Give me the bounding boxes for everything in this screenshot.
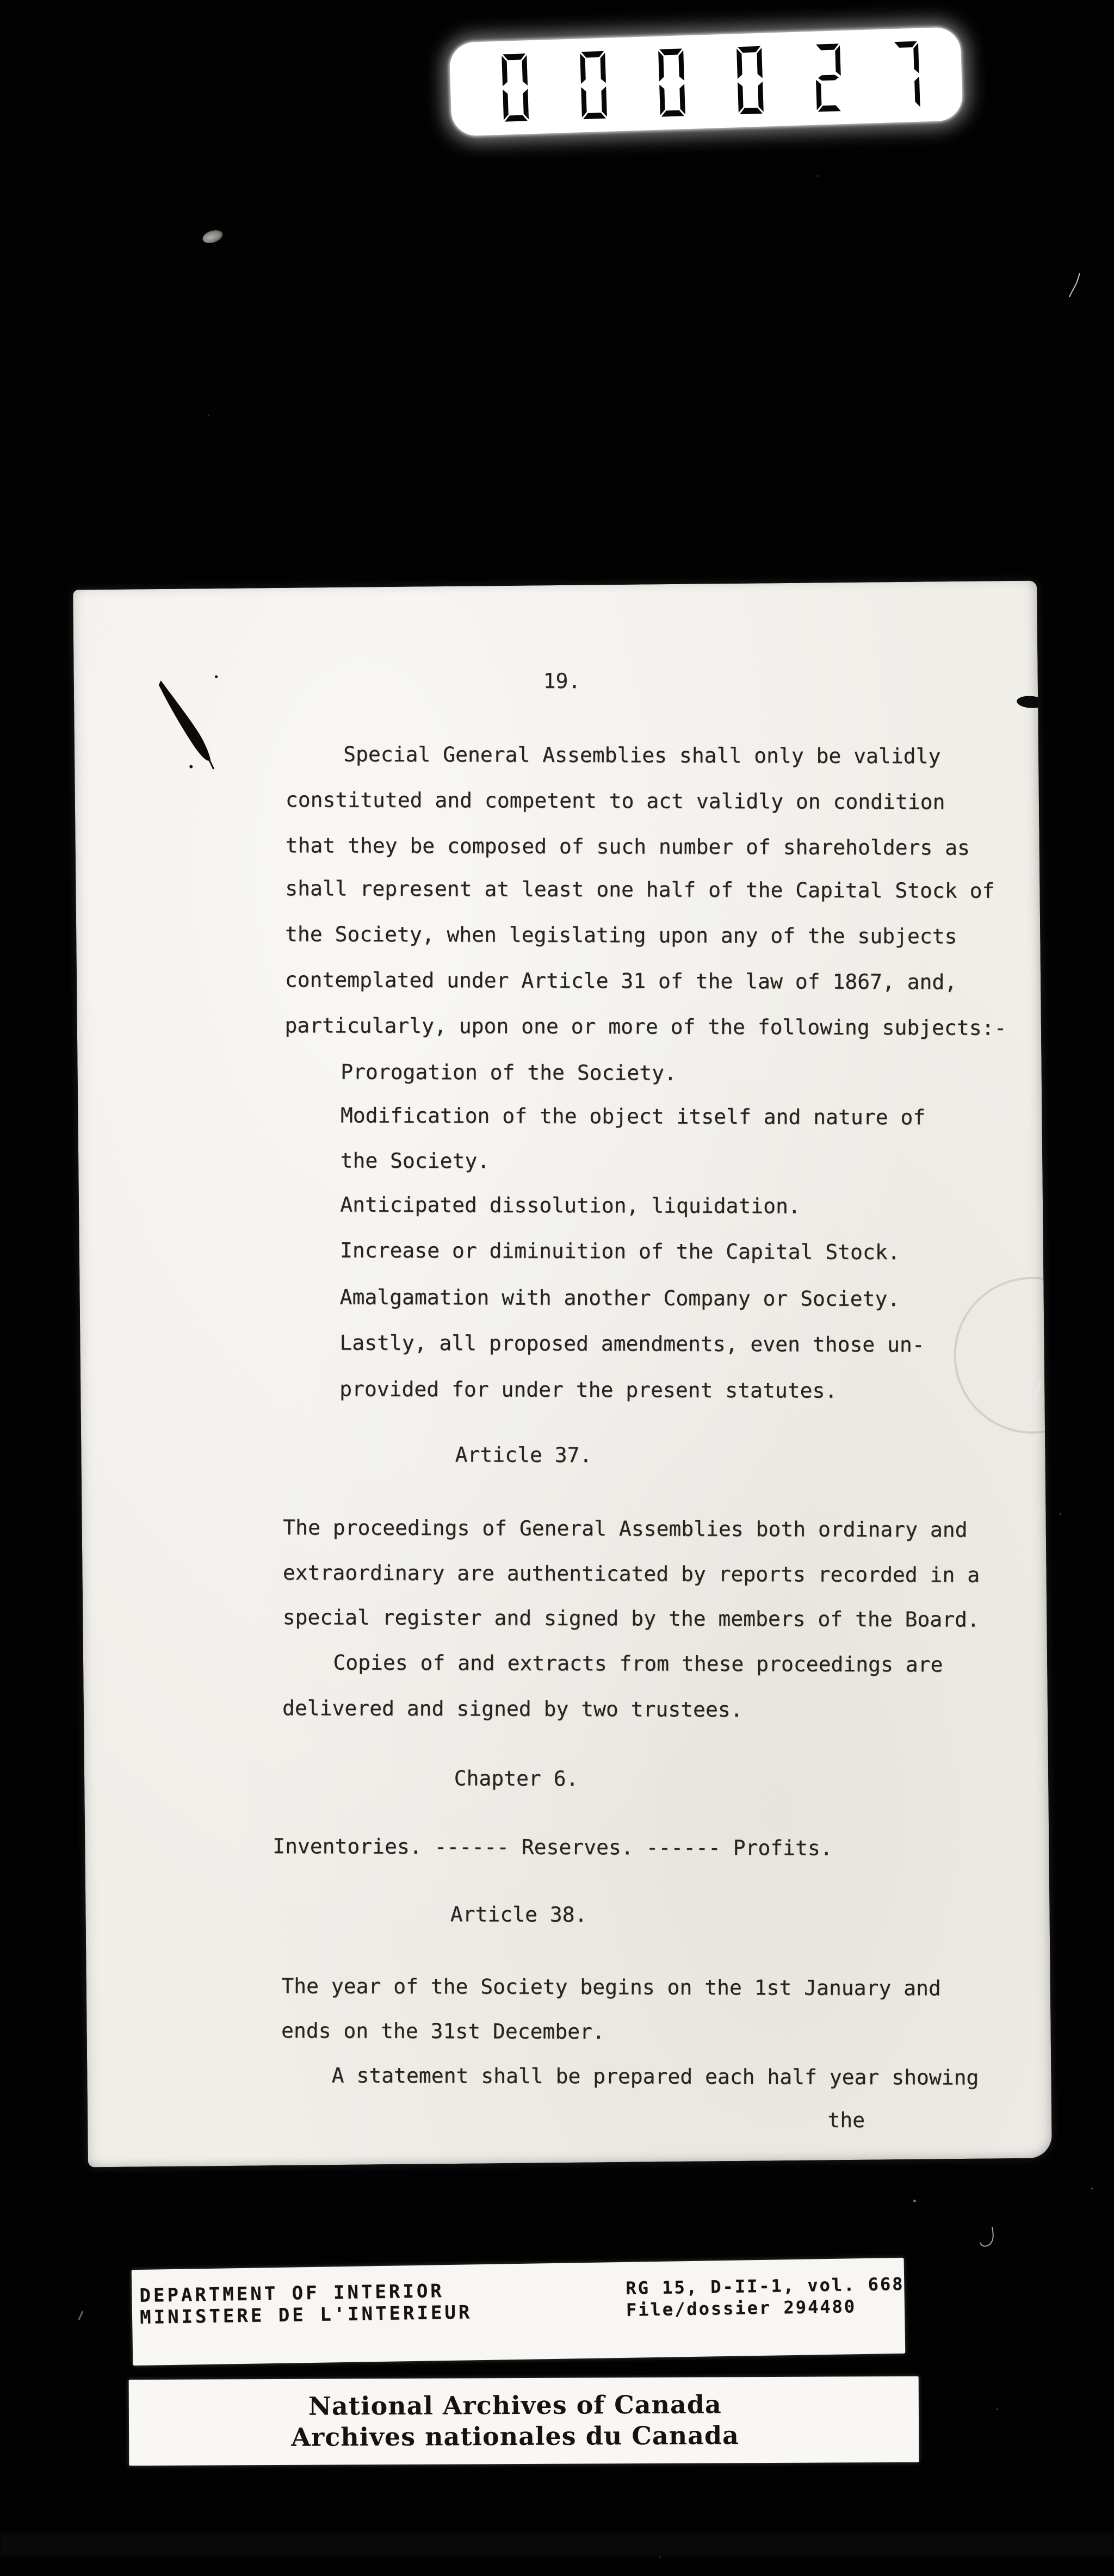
document-line: Modification of the object itself and nature of [340, 1103, 926, 1130]
document-line: Special General Assemblies shall only be validly [343, 742, 941, 769]
article-heading: Article 38. [450, 1902, 587, 1927]
film-tick-mark [78, 2311, 83, 2320]
document-line: the Society. [340, 1148, 490, 1173]
catchword: the [827, 2108, 865, 2132]
page-number: 19. [543, 668, 581, 693]
document-line: special register and signed by the members of the Board. [282, 1605, 980, 1632]
chapter-subtitle: Inventories. ------ Reserves. ------ Profits. [273, 1834, 833, 1860]
document-line: The year of the Society begins on the 1st January and [281, 1974, 941, 2001]
document-line: Lastly, all proposed amendments, even those un- [339, 1330, 925, 1357]
chapter-heading: Chapter 6. [454, 1766, 579, 1791]
department-name-fr: MINISTERE DE L'INTERIEUR [139, 2301, 473, 2329]
film-dust-specks [0, 0, 2, 2]
film-hair-mark [978, 2226, 1000, 2252]
document-line: Amalgamation with another Company or Society. [339, 1285, 900, 1311]
document-line: that they be composed of such number of shareholders as [285, 833, 970, 860]
document-line: The proceedings of General Assemblies both ordinary and [283, 1515, 968, 1542]
counter-digit [575, 49, 611, 121]
frame-counter-digits [449, 28, 925, 136]
film-frame-edge [0, 2532, 1114, 2556]
counter-digit [810, 42, 846, 114]
document-line: Prorogation of the Society. [341, 1060, 677, 1085]
document-line: shall represent at least one half of the Capital Stock of [285, 876, 995, 903]
document-line: delivered and signed by two trustees. [282, 1696, 743, 1722]
file-reference: File/dossier 294480 [626, 2296, 857, 2320]
document-line: A statement shall be prepared each half year showing [331, 2063, 979, 2090]
document-line: Increase or diminuition of the Capital Stock. [339, 1238, 900, 1265]
archives-name-fr: Archives nationales du Canada [291, 2420, 740, 2452]
counter-digit [497, 52, 533, 123]
document-line: constituted and competent to act validly on condition [285, 788, 945, 814]
document-line: extraordinary are authenticated by reports recorded in a [282, 1561, 980, 1587]
national-archives-label [129, 2376, 919, 2466]
department-name-en: DEPARTMENT OF INTERIOR [139, 2280, 445, 2307]
document-line: particularly, upon one or more of the following subjects:- [284, 1013, 1007, 1040]
document-page [73, 581, 1052, 2168]
counter-digit [654, 47, 690, 119]
archival-stamp [132, 2258, 906, 2366]
document-line: contemplated under Article 31 of the law of 1867, and, [284, 968, 957, 994]
archives-name-en: National Archives of Canada [308, 2389, 722, 2421]
document-line: ends on the 31st December. [281, 2018, 605, 2044]
film-scratch-mark [1065, 272, 1084, 298]
counter-digit [889, 39, 925, 111]
document-line: Anticipated dissolution, liquidation. [340, 1192, 801, 1218]
article-heading: Article 37. [455, 1442, 592, 1467]
film-smudge-mark [201, 228, 225, 246]
counter-digit [732, 45, 768, 116]
typewritten-text [76, 585, 1045, 2165]
record-group-reference: RG 15, D-II-1, vol. 668 [626, 2273, 905, 2299]
document-line: Copies of and extracts from these proceedings are [333, 1650, 943, 1677]
document-line: provided for under the present statutes. [339, 1377, 838, 1403]
document-line: the Society, when legislating upon any of the subjects [284, 922, 957, 949]
frame-counter [449, 27, 963, 136]
